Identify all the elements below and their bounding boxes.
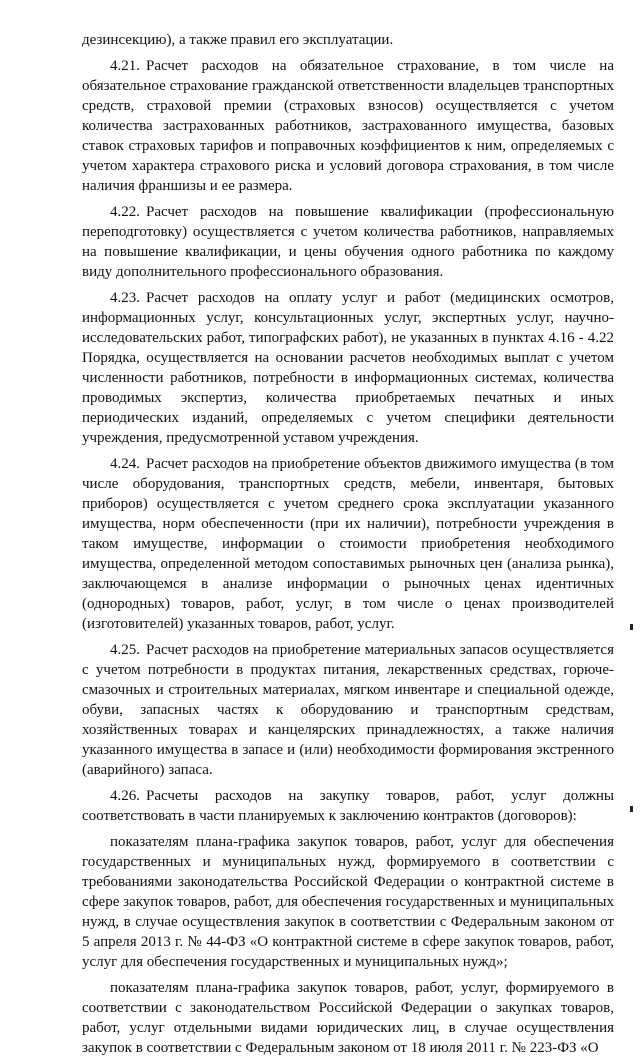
clause-text: Расчет расходов на оплату услуг и работ (медицинских осмотров, информационных услуг, консультационных услуг, экспертных услуг, научно-исследовательских работ, типографских работ), не указанных в пунктах 4.16 - 4.22 Порядка, осуществляется на основании расчетов необходимых выплат с учетом численности работников, потребности в информационных системах, количества проводимых экспертиз, количества приобретаемых печатных и иных периодических изданий, определяемых с учетом специфики деятельности учреждения, предусмотренной уставом учреждения. [82,290,614,446]
margin-scan-mark [630,806,633,812]
clause-4-24 [82,454,614,634]
clause-text: Расчет расходов на приобретение объектов движимого имущества (в том числе оборудования, транспортных средств, мебели, инвентаря, бытовых приборов) осуществляется с учетом среднего срока эксплуатации указанного имущества, норм обеспеченности (при их наличии), потребности учреждения в таком имуществе, информации о стоимости приобретения необходимого имущества, определенной методом сопоставимых рыночных цен (анализа рынка), заключающемся в анализе информации о рыночных ценах идентичных (однородных) товаров, работ, услуг, в том числе о ценах производителей (изготовителей) указанных товаров, работ, услуг. [82,456,614,632]
clause-text: Расчет расходов на приобретение материальных запасов осуществляется с учетом потребности в продуктах питания, лекарственных средствах, горюче-смазочных и строительных материалах, мягком инвентаре и специальной одежде, обуви, запасных частях к оборудованию и транспортным средствам, хозяйственных товарах и канцелярских принадлежностях, а также наличия указанного имущества в запасе и (или) необходимости формирования экстренного (аварийного) запаса. [82,642,614,778]
sub-paragraph-223fz: показателям плана-графика закупок товаров, работ, услуг, формируемого в соответствии с законодательством Российской Федерации о закупках товаров, работ, услуг отдельными видами юридических лиц, в случае осуществления закупок в соответствии с Федеральным законом от 18 июля 2011 г. № 223-ФЗ «О [82,980,614,1056]
clause-4-23 [82,288,614,448]
clause-number: 4.22. [110,204,140,220]
clause-number: 4.25. [110,642,140,658]
sub-paragraph-44fz: показателям плана-графика закупок товаров, работ, услуг для обеспечения государственных и муниципальных нужд, формируемого в соответствии с требованиями законодательства Российской Федерации о контрактной системе в сфере закупок товаров, работ, для обеспечения государственных и муниципальных нужд, в случае осуществления закупок в соответствии с Федеральным законом от 5 апреля 2013 г. № 44-ФЗ «О контрактной системе в сфере закупок товаров, работ, услуг для обеспечения государственных и муниципальных нужд»; [82,834,614,970]
margin-scan-mark [630,624,633,630]
clause-text: Расчет расходов на обязательное страхование, в том числе на обязательное страхование гражданской ответственности владельцев транспортных средств, страховой премии (страховых взносов) осуществляется с учетом количества застрахованных работников, застрахованного имущества, базовых ставок страховых тарифов и поправочных коэффициентов к ним, определяемых с учетом характера страхового риска и условий договора страхования, в том числе наличия франшизы и ее размера. [82,58,614,194]
clause-number: 4.21. [110,58,140,74]
clause-text: Расчет расходов на повышение квалификации (профессиональную переподготовку) осуществляется с учетом количества работников, направляемых на повышение квалификации, и цены обучения одного работника по каждому виду дополнительного профессионального образования. [82,204,614,280]
document-page [82,30,614,1064]
clause-4-26 [82,786,614,826]
clause-number: 4.24. [110,456,140,472]
clause-4-22 [82,202,614,282]
clause-4-21 [82,56,614,196]
clause-number: 4.23. [110,290,140,306]
lead-paragraph: дезинсекцию), а также правил его эксплуатации. [82,32,394,48]
clause-number: 4.26. [110,788,140,804]
clause-text: Расчеты расходов на закупку товаров, работ, услуг должны соответствовать в части планируемых к заключению контрактов (договоров): [82,788,614,824]
clause-4-25 [82,640,614,780]
